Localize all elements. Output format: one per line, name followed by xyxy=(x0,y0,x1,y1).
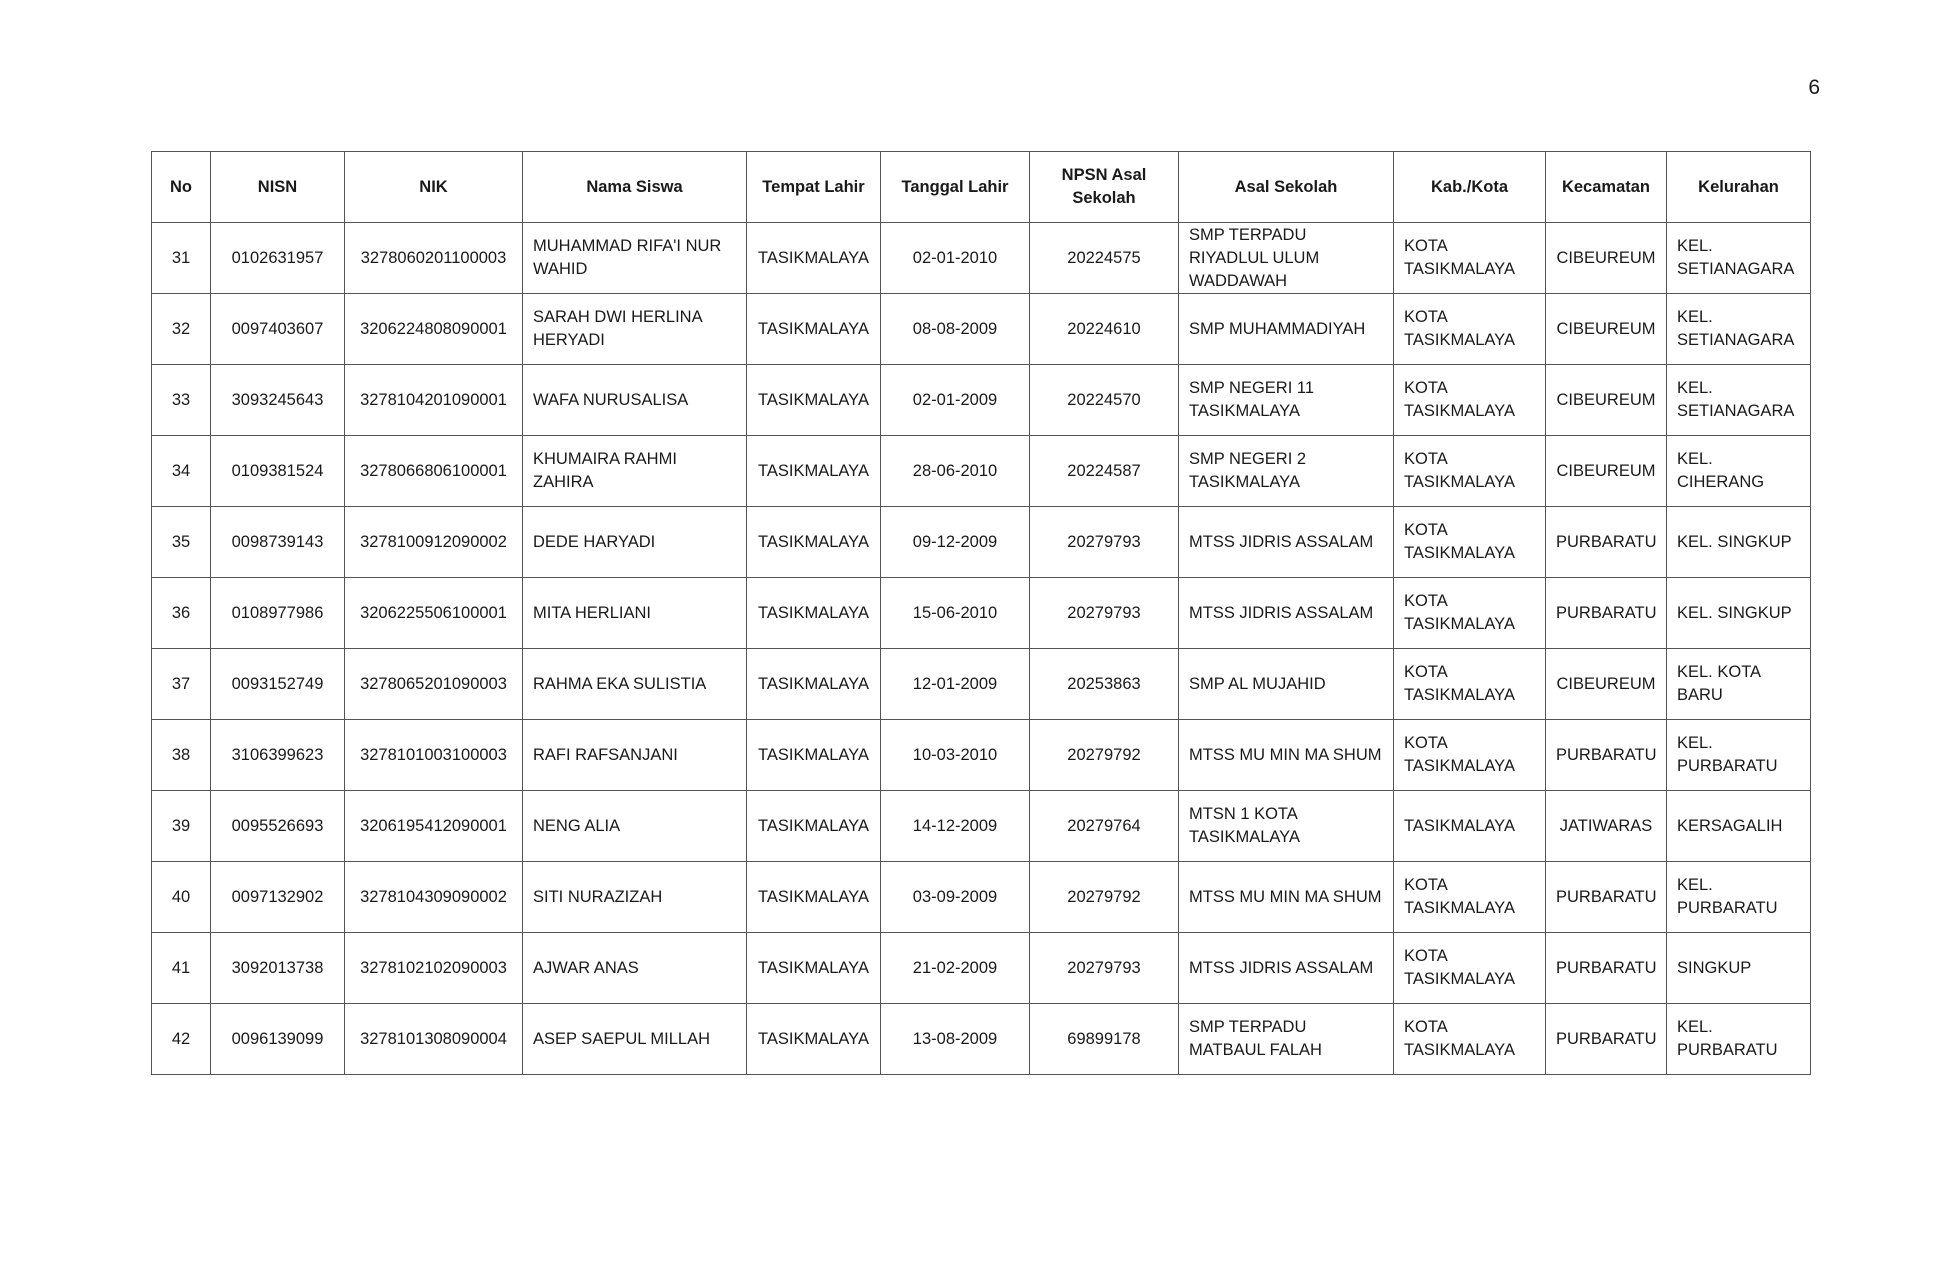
cell-nama-siswa: SITI NURAZIZAH xyxy=(523,862,747,933)
cell-kelurahan: KEL. SINGKUP xyxy=(1667,578,1811,649)
cell-tempat-lahir: TASIKMALAYA xyxy=(747,862,881,933)
cell-asal-sekolah: SMP NEGERI 11 TASIKMALAYA xyxy=(1179,365,1394,436)
cell-kecamatan: PURBARATU xyxy=(1546,1004,1667,1075)
header-no: No xyxy=(152,152,211,223)
cell-asal-sekolah: MTSN 1 KOTA TASIKMALAYA xyxy=(1179,791,1394,862)
cell-no: 35 xyxy=(152,507,211,578)
cell-no: 33 xyxy=(152,365,211,436)
cell-tanggal-lahir: 03-09-2009 xyxy=(881,862,1030,933)
cell-nisn: 0097132902 xyxy=(211,862,345,933)
cell-tanggal-lahir: 13-08-2009 xyxy=(881,1004,1030,1075)
cell-tempat-lahir: TASIKMALAYA xyxy=(747,365,881,436)
table-row xyxy=(152,649,1811,720)
cell-npsn-asal-sekolah: 20224575 xyxy=(1030,223,1179,294)
cell-kecamatan: PURBARATU xyxy=(1546,862,1667,933)
header-nama-siswa: Nama Siswa xyxy=(523,152,747,223)
cell-nisn: 0098739143 xyxy=(211,507,345,578)
cell-kelurahan: KERSAGALIH xyxy=(1667,791,1811,862)
cell-kab-kota: KOTA TASIKMALAYA xyxy=(1394,578,1546,649)
cell-nama-siswa: WAFA NURUSALISA xyxy=(523,365,747,436)
cell-kab-kota: KOTA TASIKMALAYA xyxy=(1394,365,1546,436)
cell-kecamatan: PURBARATU xyxy=(1546,720,1667,791)
cell-nama-siswa: NENG ALIA xyxy=(523,791,747,862)
cell-tempat-lahir: TASIKMALAYA xyxy=(747,223,881,294)
cell-tempat-lahir: TASIKMALAYA xyxy=(747,791,881,862)
header-kecamatan: Kecamatan xyxy=(1546,152,1667,223)
cell-nisn: 3093245643 xyxy=(211,365,345,436)
cell-tanggal-lahir: 28-06-2010 xyxy=(881,436,1030,507)
cell-npsn-asal-sekolah: 69899178 xyxy=(1030,1004,1179,1075)
cell-asal-sekolah: SMP TERPADU RIYADLUL ULUM WADDAWAH xyxy=(1179,223,1394,294)
table-row xyxy=(152,1004,1811,1075)
cell-tempat-lahir: TASIKMALAYA xyxy=(747,436,881,507)
cell-kecamatan: PURBARATU xyxy=(1546,933,1667,1004)
cell-asal-sekolah: MTSS MU MIN MA SHUM xyxy=(1179,862,1394,933)
cell-tanggal-lahir: 08-08-2009 xyxy=(881,294,1030,365)
cell-nik: 3278101308090004 xyxy=(345,1004,523,1075)
cell-no: 38 xyxy=(152,720,211,791)
cell-tempat-lahir: TASIKMALAYA xyxy=(747,1004,881,1075)
cell-nik: 3278100912090002 xyxy=(345,507,523,578)
cell-tempat-lahir: TASIKMALAYA xyxy=(747,720,881,791)
cell-kab-kota: KOTA TASIKMALAYA xyxy=(1394,933,1546,1004)
cell-kelurahan: KEL. SETIANAGARA xyxy=(1667,223,1811,294)
cell-tanggal-lahir: 21-02-2009 xyxy=(881,933,1030,1004)
cell-no: 31 xyxy=(152,223,211,294)
cell-no: 39 xyxy=(152,791,211,862)
cell-tempat-lahir: TASIKMALAYA xyxy=(747,294,881,365)
cell-tanggal-lahir: 10-03-2010 xyxy=(881,720,1030,791)
cell-kecamatan: CIBEUREUM xyxy=(1546,294,1667,365)
cell-nik: 3278066806100001 xyxy=(345,436,523,507)
cell-kab-kota: KOTA TASIKMALAYA xyxy=(1394,1004,1546,1075)
cell-asal-sekolah: SMP AL MUJAHID xyxy=(1179,649,1394,720)
cell-nisn: 0109381524 xyxy=(211,436,345,507)
cell-nisn: 3106399623 xyxy=(211,720,345,791)
cell-kab-kota: KOTA TASIKMALAYA xyxy=(1394,223,1546,294)
cell-kecamatan: CIBEUREUM xyxy=(1546,436,1667,507)
cell-kab-kota: KOTA TASIKMALAYA xyxy=(1394,862,1546,933)
cell-asal-sekolah: SMP TERPADU MATBAUL FALAH xyxy=(1179,1004,1394,1075)
cell-npsn-asal-sekolah: 20279793 xyxy=(1030,578,1179,649)
cell-kab-kota: TASIKMALAYA xyxy=(1394,791,1546,862)
header-tanggal-lahir: Tanggal Lahir xyxy=(881,152,1030,223)
cell-asal-sekolah: SMP NEGERI 2 TASIKMALAYA xyxy=(1179,436,1394,507)
cell-no: 36 xyxy=(152,578,211,649)
cell-tanggal-lahir: 02-01-2009 xyxy=(881,365,1030,436)
cell-nik: 3278060201100003 xyxy=(345,223,523,294)
cell-kab-kota: KOTA TASIKMALAYA xyxy=(1394,436,1546,507)
cell-nama-siswa: AJWAR ANAS xyxy=(523,933,747,1004)
cell-asal-sekolah: MTSS MU MIN MA SHUM xyxy=(1179,720,1394,791)
cell-nik: 3278101003100003 xyxy=(345,720,523,791)
cell-npsn-asal-sekolah: 20253863 xyxy=(1030,649,1179,720)
table-row xyxy=(152,862,1811,933)
header-nik: NIK xyxy=(345,152,523,223)
cell-kelurahan: KEL. KOTA BARU xyxy=(1667,649,1811,720)
cell-kelurahan: KEL. CIHERANG xyxy=(1667,436,1811,507)
table-body xyxy=(152,223,1811,1075)
cell-npsn-asal-sekolah: 20279764 xyxy=(1030,791,1179,862)
cell-nama-siswa: RAFI RAFSANJANI xyxy=(523,720,747,791)
cell-no: 42 xyxy=(152,1004,211,1075)
cell-tanggal-lahir: 09-12-2009 xyxy=(881,507,1030,578)
cell-nama-siswa: KHUMAIRA RAHMI ZAHIRA xyxy=(523,436,747,507)
cell-nik: 3206195412090001 xyxy=(345,791,523,862)
cell-kab-kota: KOTA TASIKMALAYA xyxy=(1394,720,1546,791)
table-header-row xyxy=(152,152,1811,223)
cell-kecamatan: PURBARATU xyxy=(1546,578,1667,649)
cell-nama-siswa: MITA HERLIANI xyxy=(523,578,747,649)
cell-nik: 3206224808090001 xyxy=(345,294,523,365)
cell-npsn-asal-sekolah: 20279793 xyxy=(1030,507,1179,578)
cell-nik: 3206225506100001 xyxy=(345,578,523,649)
header-tempat-lahir: Tempat Lahir xyxy=(747,152,881,223)
table-row xyxy=(152,436,1811,507)
cell-tempat-lahir: TASIKMALAYA xyxy=(747,578,881,649)
cell-asal-sekolah: MTSS JIDRIS ASSALAM xyxy=(1179,507,1394,578)
cell-no: 37 xyxy=(152,649,211,720)
cell-kecamatan: PURBARATU xyxy=(1546,507,1667,578)
cell-nama-siswa: DEDE HARYADI xyxy=(523,507,747,578)
cell-npsn-asal-sekolah: 20279793 xyxy=(1030,933,1179,1004)
cell-asal-sekolah: MTSS JIDRIS ASSALAM xyxy=(1179,933,1394,1004)
cell-tanggal-lahir: 02-01-2010 xyxy=(881,223,1030,294)
cell-kelurahan: KEL. SINGKUP xyxy=(1667,507,1811,578)
table-row xyxy=(152,365,1811,436)
table-row xyxy=(152,933,1811,1004)
table-row xyxy=(152,791,1811,862)
cell-tempat-lahir: TASIKMALAYA xyxy=(747,933,881,1004)
cell-kecamatan: CIBEUREUM xyxy=(1546,649,1667,720)
table-row xyxy=(152,294,1811,365)
header-npsn-asal-sekolah: NPSN Asal Sekolah xyxy=(1030,152,1179,223)
cell-nama-siswa: SARAH DWI HERLINA HERYADI xyxy=(523,294,747,365)
cell-nisn: 0093152749 xyxy=(211,649,345,720)
cell-tanggal-lahir: 15-06-2010 xyxy=(881,578,1030,649)
cell-nik: 3278065201090003 xyxy=(345,649,523,720)
cell-kecamatan: CIBEUREUM xyxy=(1546,223,1667,294)
cell-kelurahan: KEL. PURBARATU xyxy=(1667,720,1811,791)
cell-nisn: 0095526693 xyxy=(211,791,345,862)
cell-kecamatan: CIBEUREUM xyxy=(1546,365,1667,436)
table-row xyxy=(152,507,1811,578)
cell-no: 41 xyxy=(152,933,211,1004)
cell-kab-kota: KOTA TASIKMALAYA xyxy=(1394,294,1546,365)
cell-nisn: 0102631957 xyxy=(211,223,345,294)
cell-nisn: 0097403607 xyxy=(211,294,345,365)
cell-npsn-asal-sekolah: 20224570 xyxy=(1030,365,1179,436)
table-row xyxy=(152,720,1811,791)
cell-kelurahan: KEL. PURBARATU xyxy=(1667,1004,1811,1075)
cell-npsn-asal-sekolah: 20279792 xyxy=(1030,720,1179,791)
cell-asal-sekolah: SMP MUHAMMADIYAH xyxy=(1179,294,1394,365)
cell-npsn-asal-sekolah: 20224610 xyxy=(1030,294,1179,365)
cell-asal-sekolah: MTSS JIDRIS ASSALAM xyxy=(1179,578,1394,649)
cell-nama-siswa: MUHAMMAD RIFA'I NUR WAHID xyxy=(523,223,747,294)
cell-nama-siswa: RAHMA EKA SULISTIA xyxy=(523,649,747,720)
header-kab-kota: Kab./Kota xyxy=(1394,152,1546,223)
header-kelurahan: Kelurahan xyxy=(1667,152,1811,223)
cell-nisn: 0108977986 xyxy=(211,578,345,649)
cell-npsn-asal-sekolah: 20279792 xyxy=(1030,862,1179,933)
cell-no: 40 xyxy=(152,862,211,933)
table-row xyxy=(152,223,1811,294)
cell-kelurahan: KEL. PURBARATU xyxy=(1667,862,1811,933)
cell-no: 32 xyxy=(152,294,211,365)
header-asal-sekolah: Asal Sekolah xyxy=(1179,152,1394,223)
cell-tempat-lahir: TASIKMALAYA xyxy=(747,649,881,720)
cell-kelurahan: KEL. SETIANAGARA xyxy=(1667,294,1811,365)
cell-kecamatan: JATIWARAS xyxy=(1546,791,1667,862)
cell-kab-kota: KOTA TASIKMALAYA xyxy=(1394,649,1546,720)
cell-tanggal-lahir: 14-12-2009 xyxy=(881,791,1030,862)
student-table xyxy=(151,151,1811,1075)
cell-kelurahan: KEL. SETIANAGARA xyxy=(1667,365,1811,436)
cell-nama-siswa: ASEP SAEPUL MILLAH xyxy=(523,1004,747,1075)
cell-nisn: 0096139099 xyxy=(211,1004,345,1075)
cell-nisn: 3092013738 xyxy=(211,933,345,1004)
table-row xyxy=(152,578,1811,649)
cell-tempat-lahir: TASIKMALAYA xyxy=(747,507,881,578)
cell-nik: 3278104309090002 xyxy=(345,862,523,933)
cell-no: 34 xyxy=(152,436,211,507)
cell-kab-kota: KOTA TASIKMALAYA xyxy=(1394,507,1546,578)
cell-nik: 3278104201090001 xyxy=(345,365,523,436)
cell-kelurahan: SINGKUP xyxy=(1667,933,1811,1004)
cell-nik: 3278102102090003 xyxy=(345,933,523,1004)
page-number: 6 xyxy=(1808,76,1820,99)
header-nisn: NISN xyxy=(211,152,345,223)
cell-tanggal-lahir: 12-01-2009 xyxy=(881,649,1030,720)
cell-npsn-asal-sekolah: 20224587 xyxy=(1030,436,1179,507)
